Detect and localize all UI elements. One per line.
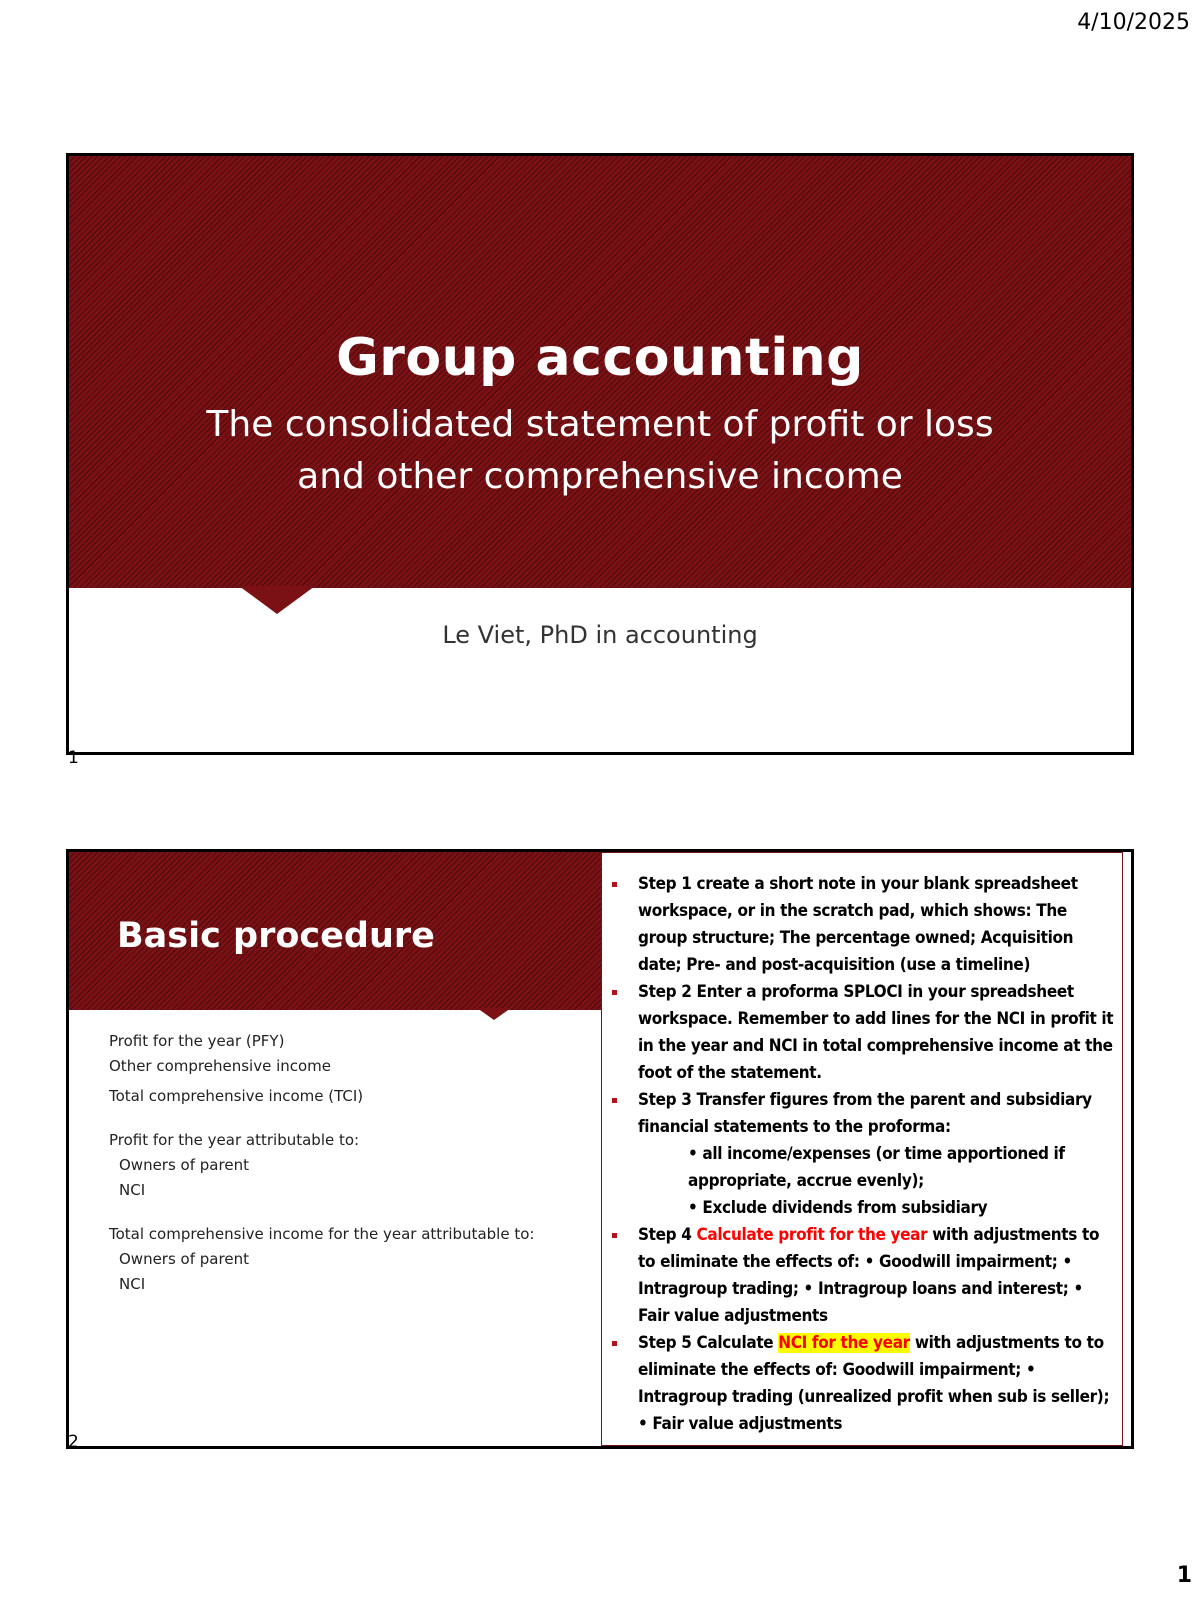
slide-subtitle (129, 399, 1071, 503)
slide-2 (66, 849, 1134, 1449)
proforma-line-tci-nci: NCI (119, 1275, 146, 1293)
page-date: 4/10/2025 (1077, 10, 1190, 35)
banner-notch (477, 1008, 511, 1020)
step-3-subitem-2: • Exclude dividends from subsidiary (688, 1198, 988, 1218)
step-2: Step 2 Enter a proforma SPLOCI in your spreadsheet workspace. Remember to add lines for the NCI in profit it in the year and NCI in total comprehensive income at the foot of the statement. (638, 979, 1114, 1087)
step-5-prefix: Step 5 Calculate (638, 1333, 779, 1353)
step-4 (638, 1222, 1114, 1330)
steps-list (602, 853, 1122, 1438)
proforma-line-tci-owners: Owners of parent (119, 1250, 249, 1268)
proforma-line-pfy-owners: Owners of parent (119, 1156, 249, 1174)
step-4-emphasis: Calculate profit for the year (696, 1225, 928, 1245)
step-5 (638, 1330, 1114, 1438)
author-line: Le Viet, PhD in accounting (442, 621, 758, 649)
step-3-subitem-1: • all income/expenses (or time apportioned if appropriate, accrue evenly); (688, 1144, 1065, 1191)
step-4-text: with adjustments to to eliminate the effects of: • Goodwill impairment; • Intragroup trading; • Intragroup loans and interest; • Fair value adjustments (638, 1225, 1100, 1326)
step-5-highlight: NCI for the year (778, 1333, 910, 1353)
step-5-text: with adjustments to to eliminate the effects of: Goodwill impairment; • Intragroup trading (unrealized profit when sub is seller); • Fair value adjustments (638, 1333, 1110, 1434)
slide-heading: Basic procedure (117, 916, 435, 956)
step-4-prefix: Step 4 (638, 1225, 697, 1245)
proforma-statement (109, 1032, 579, 1300)
proforma-line-pfy-attributable: Profit for the year attributable to: (109, 1131, 360, 1149)
banner-notch (239, 586, 315, 614)
proforma-line-oci: Other comprehensive income (109, 1057, 332, 1075)
subtitle-line-2: and other comprehensive income (297, 456, 903, 497)
proforma-line-pfy-nci: NCI (119, 1181, 146, 1199)
step-1: Step 1 create a short note in your blank spreadsheet workspace, or in the scratch pad, which shows: The group structure; The percentage owned; Acquisition date; Pre- and post-acquisition (use a timeline) (638, 871, 1114, 979)
slide-1 (66, 153, 1134, 755)
step-3: Step 3 Transfer figures from the parent and subsidiary financial statements to the proforma: (638, 1087, 1114, 1141)
steps-panel (601, 852, 1123, 1446)
proforma-line-pfy: Profit for the year (PFY) (109, 1032, 285, 1050)
slide-number-1: 1 (68, 748, 79, 768)
subtitle-line-1: The consolidated statement of profit or loss (206, 404, 994, 445)
proforma-line-tci-attributable: Total comprehensive income for the year attributable to: (109, 1225, 535, 1243)
page-number: 1 (1176, 1563, 1192, 1588)
proforma-line-tci: Total comprehensive income (TCI) (109, 1087, 364, 1105)
slide-number-2: 2 (68, 1432, 79, 1452)
slide-title: Group accounting (336, 328, 864, 388)
